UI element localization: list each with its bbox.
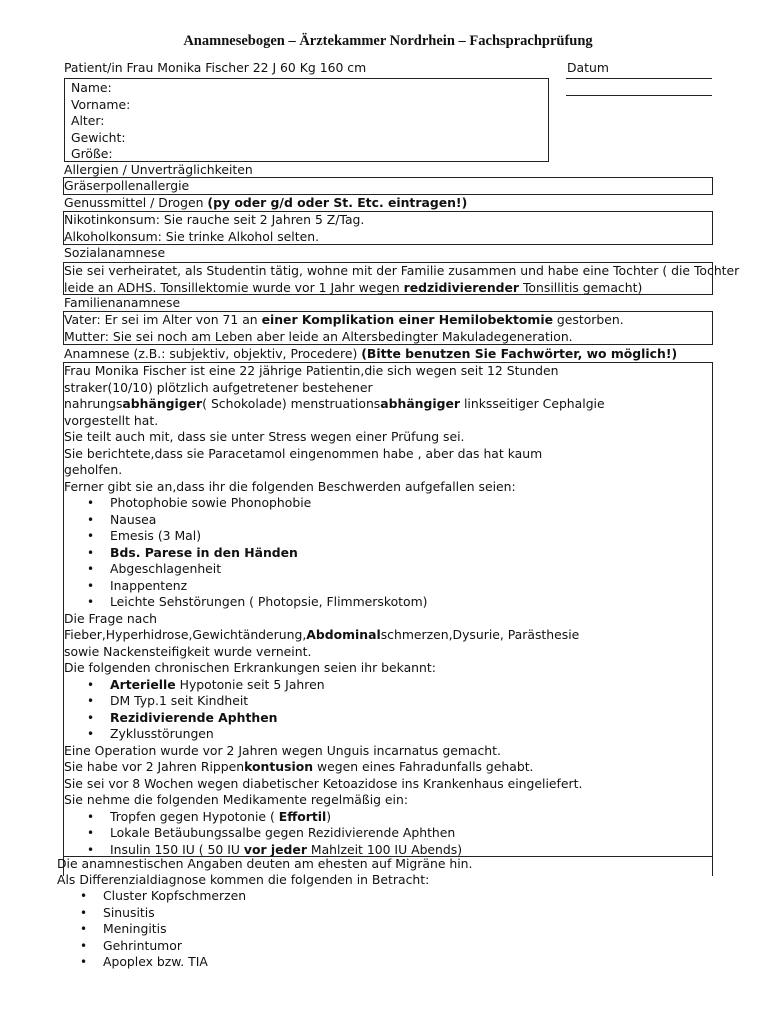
complaints-list bbox=[64, 495, 712, 611]
differential-intro: Als Differenzialdiagnose kommen die folgenden in Betracht: bbox=[57, 872, 430, 887]
field-alter: Alter: bbox=[71, 113, 105, 128]
list-item: • Gehrintumor bbox=[103, 938, 246, 955]
datum-label: Datum bbox=[567, 60, 609, 75]
datum-line-2 bbox=[566, 95, 712, 96]
list-item: • Photophobie sowie Phonophobie bbox=[110, 495, 712, 512]
substances-heading: Genussmittel / Drogen (py oder g/d oder St. Etc. eintragen!) bbox=[64, 195, 468, 210]
anamnesis-line: vorgestellt hat. bbox=[64, 412, 159, 428]
anamnesis-line: Eine Operation wurde vor 2 Jahren wegen Unguis incarnatus gemacht. bbox=[64, 742, 501, 758]
list-item: • Nausea bbox=[110, 512, 712, 529]
substances-box bbox=[63, 211, 713, 245]
family-heading: Familienanamnese bbox=[64, 295, 181, 310]
alcohol-line: Alkoholkonsum: Sie trinke Alkohol selten. bbox=[64, 228, 320, 244]
anamnesis-line: Sie teilt auch mit, dass sie unter Stress wegen einer Prüfung sei. bbox=[64, 429, 465, 444]
list-item: • Arterielle Hypotonie seit 5 Jahren bbox=[110, 677, 712, 694]
anamnesis-heading: Anamnese (z.B.: subjektiv, objektiv, Procedere) (Bitte benutzen Sie Fachwörter, wo möglich!) bbox=[64, 346, 678, 361]
nicotine-line: Nikotinkonsum: Sie rauche seit 2 Jahren 5 Z/Tag. bbox=[64, 212, 365, 227]
list-item: • Cluster Kopfschmerzen bbox=[103, 888, 246, 905]
family-father: Vater: Er sei im Alter von 71 an einer Komplikation einer Hemilobektomie gestorben. bbox=[64, 312, 624, 327]
social-box bbox=[63, 262, 740, 295]
meds-list bbox=[64, 809, 712, 859]
list-item: • Lokale Betäubungssalbe gegen Rezidivierende Aphthen bbox=[110, 825, 712, 842]
complaints-intro: Ferner gibt sie an,dass ihr die folgenden Beschwerden aufgefallen seien: bbox=[64, 478, 516, 494]
list-item: • Leichte Sehstörungen ( Photopsie, Flimmerskotom) bbox=[110, 594, 712, 611]
social-line-2: leide an ADHS. Tonsillektomie wurde vor 1 Jahr wegen redzidivierender Tonsillitis gemacht) bbox=[64, 279, 643, 295]
list-item: • Abgeschlagenheit bbox=[110, 561, 712, 578]
document-title: Anamnesebogen – Ärztekammer Nordrhein – Fachsprachprüfung bbox=[183, 33, 593, 49]
field-groesse: Größe: bbox=[71, 146, 113, 161]
family-mother: Mutter: Sie sei noch am Leben aber leide an Altersbedingter Makuladegeneration. bbox=[64, 328, 573, 344]
social-heading: Sozialanamnese bbox=[64, 245, 166, 260]
meds-intro: Sie nehme die folgenden Medikamente regelmäßig ein: bbox=[64, 792, 409, 807]
list-item: • Meningitis bbox=[103, 921, 246, 938]
allergies-box bbox=[63, 177, 713, 195]
anamnesis-line: Sie sei vor 8 Wochen wegen diabetischer Ketoazidose ins Krankenhaus eingeliefert. bbox=[64, 775, 583, 791]
personal-data-box bbox=[64, 78, 549, 162]
list-item: • Zyklusstörungen bbox=[110, 726, 712, 743]
list-item: • DM Typ.1 seit Kindheit bbox=[110, 693, 712, 710]
list-item: • Tropfen gegen Hypotonie ( Effortil) bbox=[110, 809, 712, 826]
differential-list bbox=[103, 888, 246, 971]
anamnesis-line: geholfen. bbox=[64, 462, 123, 477]
allergies-content: Gräserpollenallergie bbox=[64, 178, 190, 193]
patient-line: Patient/in Frau Monika Fischer 22 J 60 Kg 160 cm bbox=[64, 60, 367, 75]
anamnesis-content bbox=[64, 363, 712, 858]
anamnesis-line: Fieber,Hyperhidrose,Gewichtänderung,Abdominalschmerzen,Dysurie, Parästhesie bbox=[64, 627, 580, 642]
anamnesis-line: Sie habe vor 2 Jahren Rippenkontusion wegen eines Fahradunfalls gehabt. bbox=[64, 759, 534, 774]
anamnesis-line: Frau Monika Fischer ist eine 22 jährige Patientin,die sich wegen seit 12 Stunden bbox=[64, 363, 559, 378]
list-item: • Emesis (3 Mal) bbox=[110, 528, 712, 545]
allergies-heading: Allergien / Unverträglichkeiten bbox=[64, 162, 253, 177]
anamnesis-line: straker(10/10) plötzlich aufgetretener bestehener bbox=[64, 379, 373, 395]
list-item: • Sinusitis bbox=[103, 905, 246, 922]
chronic-list bbox=[64, 677, 712, 743]
anamnesis-box bbox=[63, 362, 713, 876]
social-line-1: Sie sei verheiratet, als Studentin tätig, wohne mit der Familie zusammen und habe eine Tochter ( die Tochter bbox=[64, 263, 740, 278]
field-name: Name: bbox=[71, 80, 112, 95]
list-item: • Insulin 150 IU ( 50 IU vor jeder Mahlzeit 100 IU Abends) bbox=[110, 842, 712, 859]
anamnesis-line: Sie berichtete,dass sie Paracetamol eingenommen habe , aber das hat kaum bbox=[64, 445, 543, 461]
field-vorname: Vorname: bbox=[71, 96, 131, 112]
datum-line-1 bbox=[566, 78, 712, 79]
conclusion-line: Die anamnestischen Angaben deuten am ehesten auf Migräne hin. bbox=[57, 856, 473, 871]
anamnesis-line: Die Frage nach bbox=[64, 610, 157, 626]
list-item: • Bds. Parese in den Händen bbox=[110, 545, 712, 562]
list-item: • Rezidivierende Aphthen bbox=[110, 710, 712, 727]
anamnesis-line: sowie Nackensteifigkeit wurde verneint. bbox=[64, 643, 312, 659]
family-box bbox=[63, 311, 713, 345]
field-gewicht: Gewicht: bbox=[71, 129, 126, 145]
list-item: • Apoplex bzw. TIA bbox=[103, 954, 246, 971]
anamnesis-line: nahrungsabhängiger( Schokolade) menstruationsabhängiger linksseitiger Cephalgie bbox=[64, 396, 605, 411]
list-item: • Inappentenz bbox=[110, 578, 712, 595]
chronic-intro: Die folgenden chronischen Erkrankungen seien ihr bekannt: bbox=[64, 660, 436, 675]
